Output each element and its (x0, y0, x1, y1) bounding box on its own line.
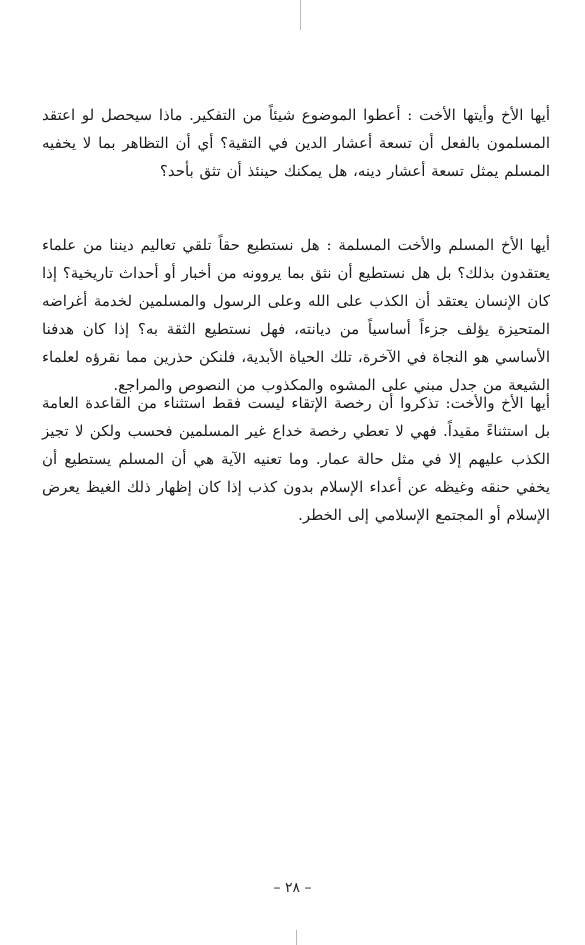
paragraph-1: أيها الأخ وأيتها الأخت : أعطوا الموضوع شيئاً من التفكير. ماذا سيحصل لو اعتقد المسلمون بالفعل أن تسعة أعشار الدين في التقية؟ أي أن التظاهر بما لا يخفيه المسلم يمثل تسعة أعشار دينه، هل يمكنك حينئذ أن تثق بأحد؟ (42, 106, 550, 180)
scan-artifact-line (296, 930, 297, 945)
scan-artifact-line (300, 0, 301, 30)
paragraph-3: أيها الأخ والأخت: تذكروا أن رخصة الإتقاء ليست فقط استثناء من القاعدة العامة بل استثناءً مقيداً. فهي لا تعطي رخصة خداع غير المسلمين فحسب ولكن لا تجيز الكذب عليهم إلا في مثل حالة عمار. وما تعنيه الآية هي أن المسلم يستطيع أن يخفي حنقه وغيظه عن أعداء الإسلام بدون كذب إذا كان إظهار ذلك الغيظ يعرض الإسلام أو المجتمع الإسلامي إلى الخطر. (42, 394, 550, 524)
paragraph-2: أيها الأخ المسلم والأخت المسلمة : هل نستطيع حقاً تلقي تعاليم ديننا من علماء يعتقدون بذلك؟ بل هل نستطيع أن نثق بما يروونه من أخبار أو أحداث تاريخية؟ إذا كان الإنسان يعتقد أن الكذب على الله وعلى الرسول والمسلمين لخدمة أغراضه المتحيزة يؤلف جزءاً أساسياً من ديانته، فهل نستطيع الثقة به؟ إذا كان هدفنا الأساسي هو النجاة في الآخرة، تلك الحياة الأبدية، فلنكن حذرين مما نقرؤه لعلماء الشيعة من جدل مبني على المشوه والمكذوب من النصوص والمراجع. (42, 236, 550, 394)
page-number: – ٢٨ – (273, 880, 312, 896)
